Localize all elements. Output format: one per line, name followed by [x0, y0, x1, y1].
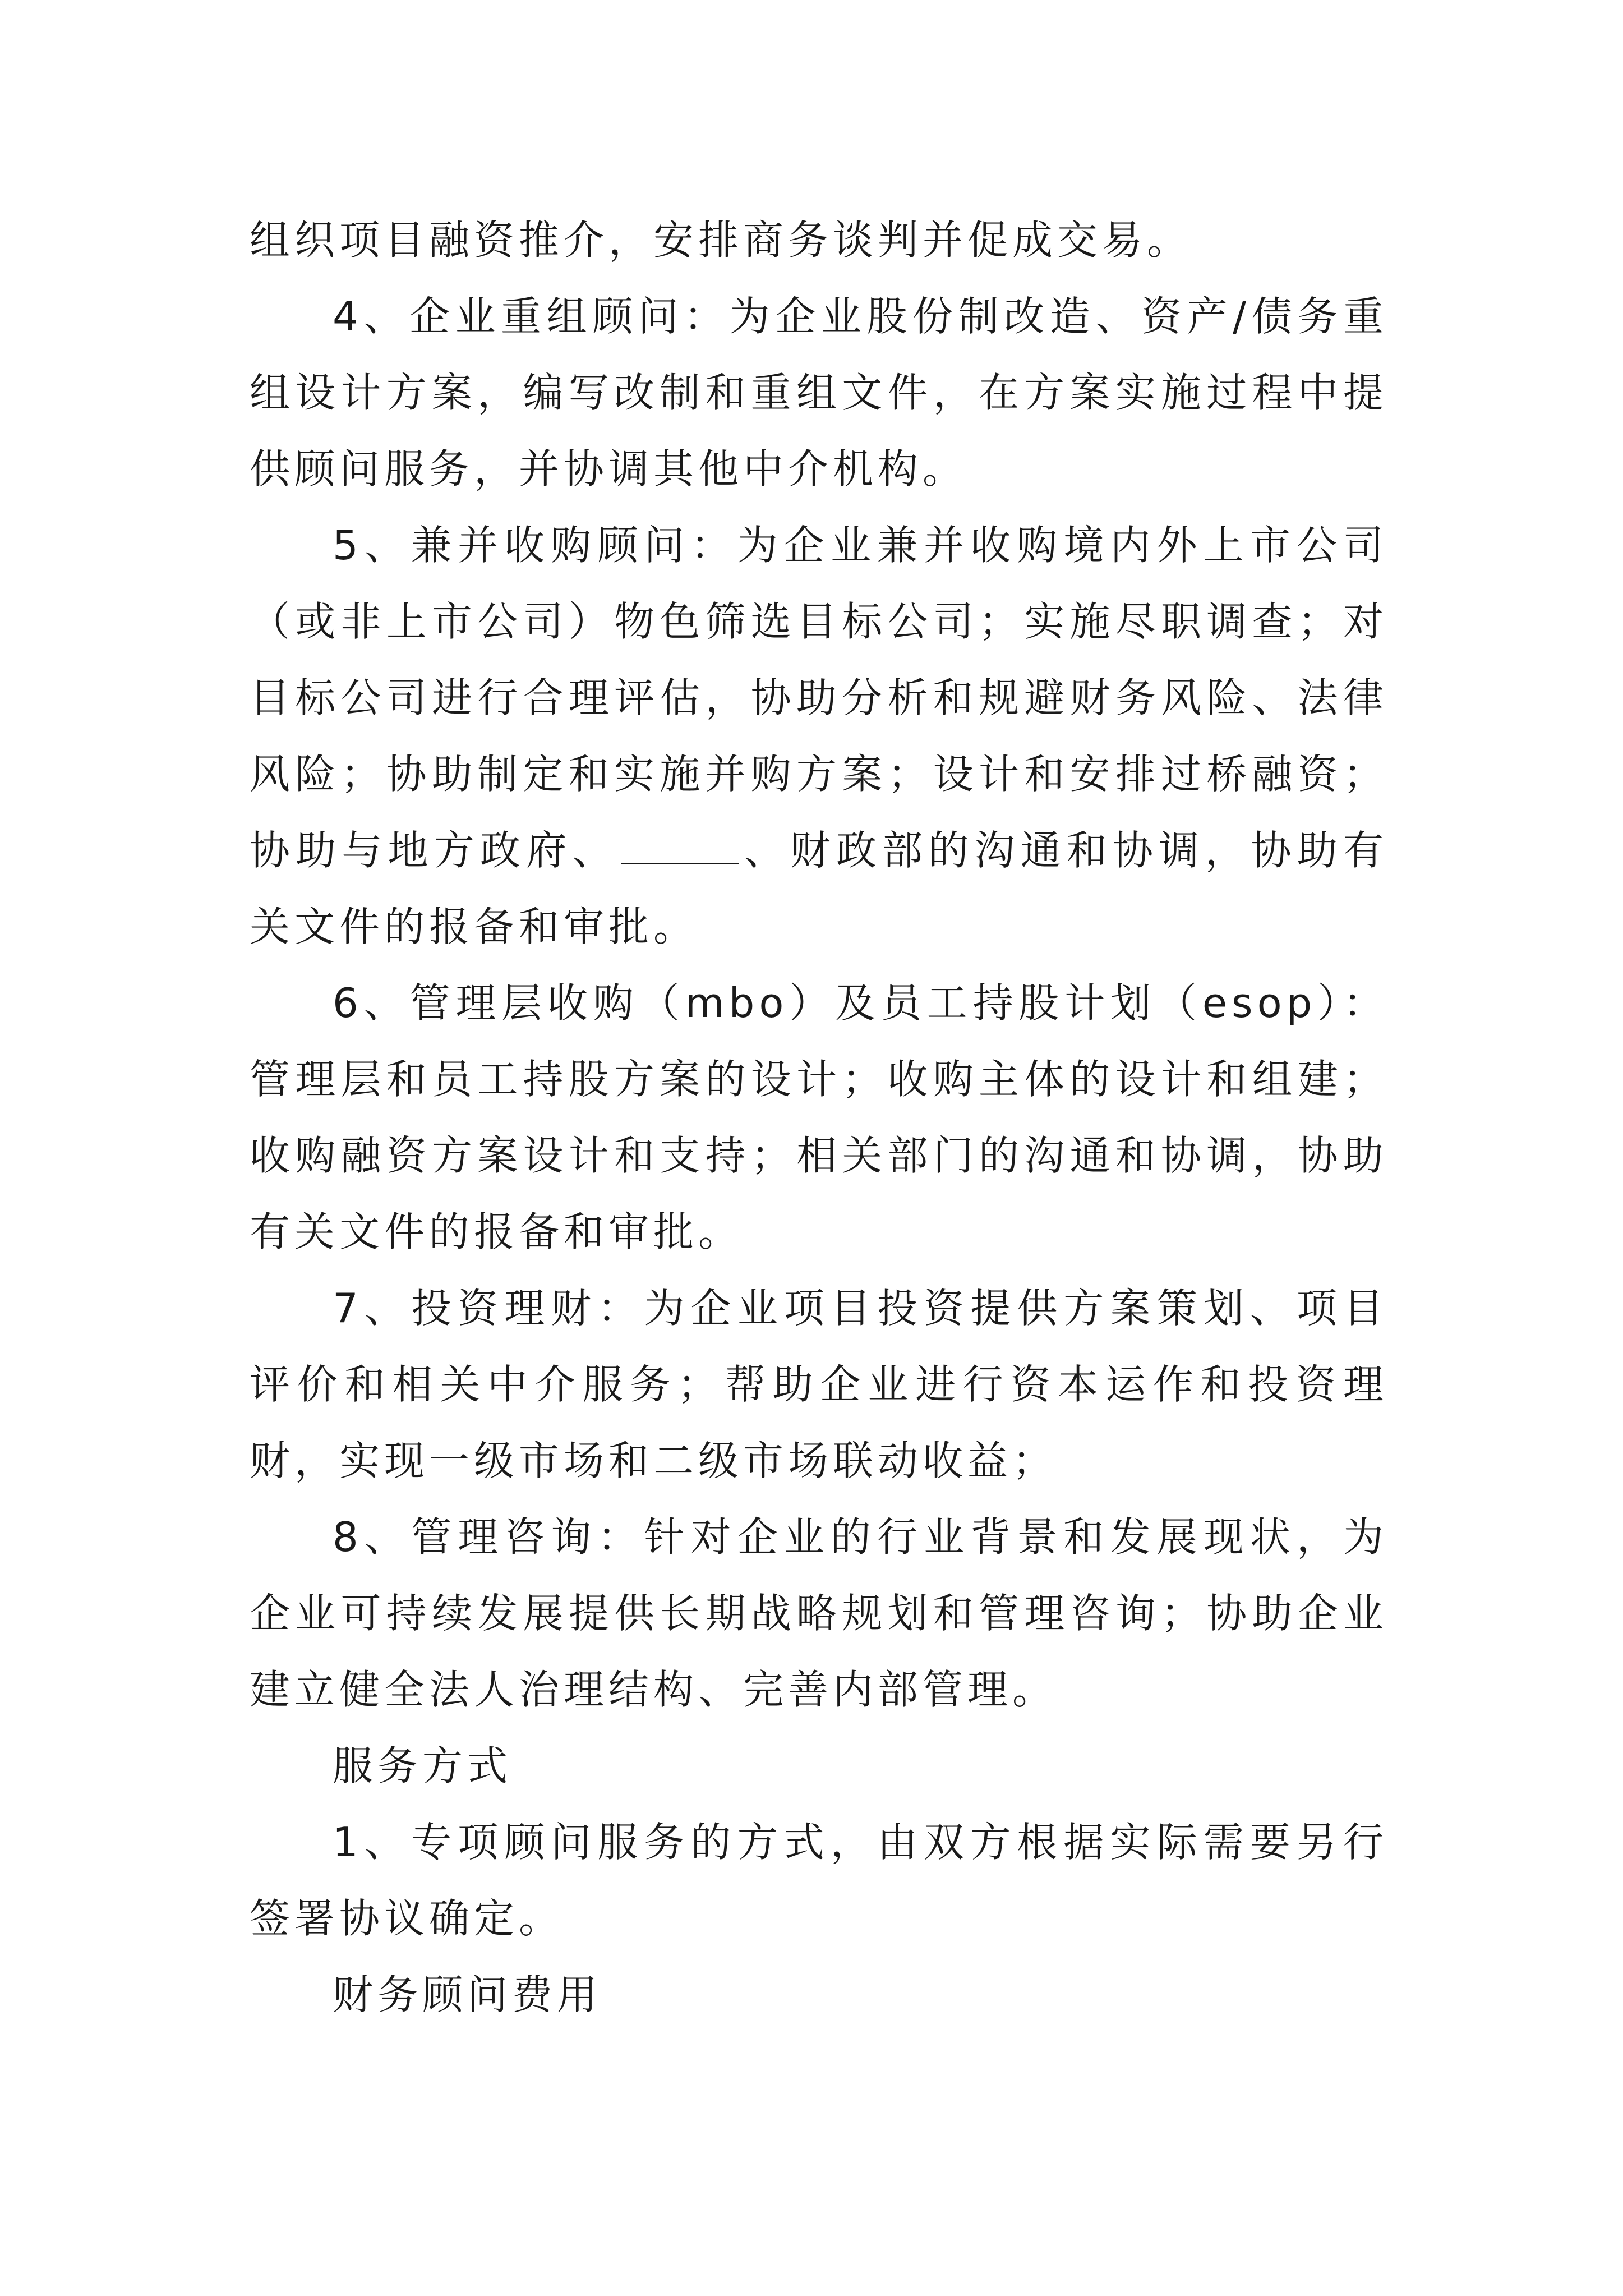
- paragraph-item-7: 7、投资理财：为企业项目投资提供方案策划、项目评价和相关中介服务；帮助企业进行资本运作和投资理财，实现一级市场和二级市场联动收益；: [250, 1285, 1388, 1484]
- paragraph-item-5-text-b: 、财政部的沟通和协调，协助有关文件的报备和审批。: [250, 827, 1388, 950]
- heading-advisory-fee: 财务顾问费用: [333, 1971, 602, 2018]
- paragraph-item-5: [250, 507, 1388, 965]
- paragraph-continuation: 组织项目融资推介，安排商务谈判并促成交易。: [250, 217, 1192, 264]
- paragraph-service-1: 1、专项顾问服务的方式，由双方根据实际需要另行签署协议确定。: [250, 1819, 1388, 1942]
- paragraph-item-8: 8、管理咨询：针对企业的行业背景和发展现状，为企业可持续发展提供长期战略规划和管理咨询；协助企业建立健全法人治理结构、完善内部管理。: [250, 1513, 1388, 1713]
- document-body: [250, 202, 1388, 2033]
- fill-in-blank: [621, 829, 739, 864]
- paragraph-item-5-text-a: 5、兼并收购顾问：为企业兼并收购境内外上市公司（或非上市公司）物色筛选目标公司；实施尽职调查；对目标公司进行合理评估，协助分析和规避财务风险、法律风险；协助制定和实施并购方案；设计和安排过桥融资；协助与地方政府、: [250, 522, 1388, 874]
- heading-service-method: 服务方式: [333, 1742, 513, 1789]
- paragraph-item-4: 4、企业重组顾问：为企业股份制改造、资产/债务重组设计方案，编写改制和重组文件，在方案实施过程中提供顾问服务，并协调其他中介机构。: [250, 293, 1388, 493]
- paragraph-item-6: 6、管理层收购（mbo）及员工持股计划（esop）：管理层和员工持股方案的设计；收购主体的设计和组建；收购融资方案设计和支持；相关部门的沟通和协调，协助有关文件的报备和审批。: [250, 979, 1388, 1255]
